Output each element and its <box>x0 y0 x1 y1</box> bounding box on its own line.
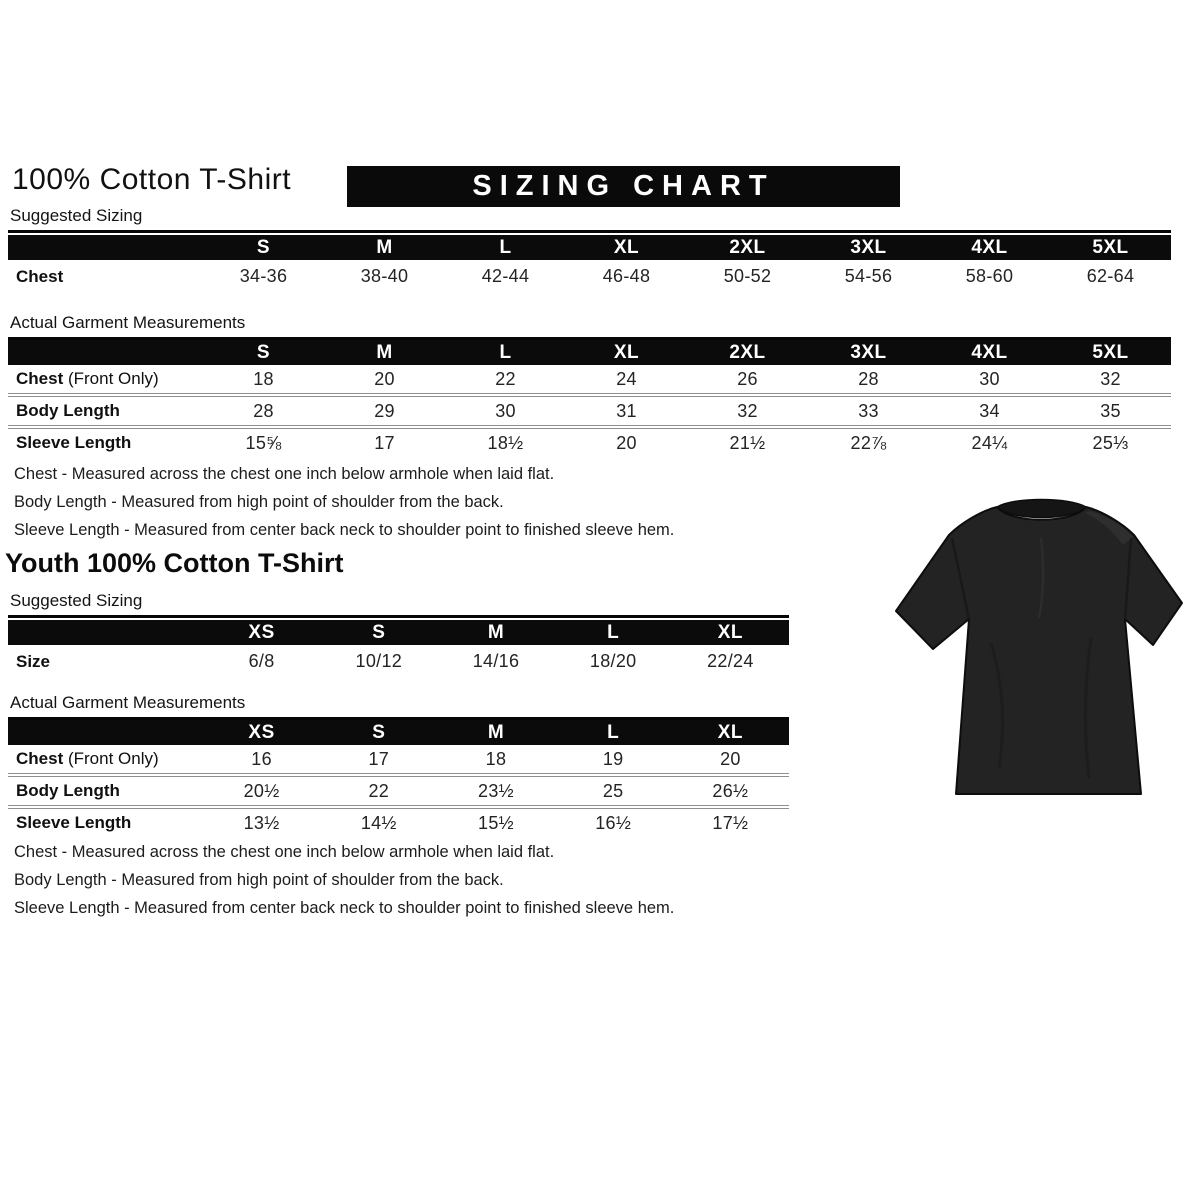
size-column-header: S <box>256 341 271 363</box>
measurement-value-cell: 25⅓ <box>1092 432 1129 453</box>
row-label: Sleeve Length <box>16 433 132 452</box>
table-row <box>8 645 789 678</box>
section-divider <box>8 615 789 618</box>
youth-actual-table <box>8 720 789 837</box>
measurement-value-cell: 17 <box>368 748 390 769</box>
measurement-value-cell: 24 <box>616 368 637 389</box>
measurement-value-cell: 34-36 <box>239 266 288 286</box>
measurement-value-cell: 22 <box>368 780 390 801</box>
size-column-header: XS <box>248 721 275 743</box>
measurement-value-cell: 24¼ <box>971 432 1008 453</box>
table-row <box>8 393 1171 425</box>
measurement-value-cell: 22⅞ <box>850 432 887 453</box>
measurement-value-cell: 15½ <box>478 812 514 833</box>
row-label: Sleeve Length <box>16 813 132 832</box>
adult-suggested-section <box>8 206 1171 293</box>
note-body-length: Body Length - Measured from high point of shoulder from the back. <box>14 493 504 511</box>
measurement-value-cell: 20 <box>374 368 395 389</box>
measurement-value-cell: 18 <box>485 748 507 769</box>
youth-actual-section <box>8 693 789 837</box>
measurement-value-cell: 38-40 <box>360 266 409 286</box>
tshirt-illustration <box>893 492 1185 800</box>
measurement-value-cell: 32 <box>737 400 758 421</box>
table-row <box>8 260 1171 293</box>
size-column-header: XL <box>717 721 744 743</box>
adult-actual-section <box>8 313 1171 457</box>
youth-suggested-label: Suggested Sizing <box>10 591 143 610</box>
adult-notes <box>14 465 674 549</box>
size-column-header: M <box>487 721 505 743</box>
sizing-chart-banner <box>347 166 900 207</box>
measurement-value-cell: 10/12 <box>355 651 403 671</box>
size-column-header: S <box>372 621 386 643</box>
measurement-value-cell: 14/16 <box>472 651 520 671</box>
measurement-value-cell: 13½ <box>243 812 280 833</box>
measurement-value-cell: 6/8 <box>248 651 275 671</box>
size-column-header: XS <box>248 621 275 643</box>
measurement-value-cell: 14½ <box>360 812 397 833</box>
measurement-value-cell: 62-64 <box>1086 266 1135 286</box>
row-label: Chest <box>16 266 64 286</box>
size-column-header: 5XL <box>1092 341 1129 363</box>
table-header-row <box>8 620 789 645</box>
measurement-value-cell: 20 <box>616 432 637 453</box>
measurement-value-cell: 20½ <box>243 780 280 801</box>
size-column-header: M <box>376 236 393 258</box>
size-column-header: XL <box>613 236 640 258</box>
measurement-value-cell: 30 <box>495 400 516 421</box>
table-row <box>8 425 1171 457</box>
size-column-header: XL <box>717 621 744 643</box>
size-column-header: S <box>256 236 271 258</box>
sizing-chart-banner-label: SIZING CHART <box>472 170 775 202</box>
measurement-value-cell: 31 <box>616 400 637 421</box>
table-row <box>8 805 789 837</box>
size-column-header: 5XL <box>1092 236 1129 258</box>
measurement-value-cell: 22/24 <box>707 651 754 671</box>
size-column-header: 2XL <box>729 341 766 363</box>
table-header-row <box>8 720 789 745</box>
measurement-value-cell: 16½ <box>595 812 632 833</box>
note-sleeve-length: Sleeve Length - Measured from center back neck to shoulder point to finished sleeve hem. <box>14 521 675 539</box>
measurement-value-cell: 17 <box>374 432 395 453</box>
row-label: Size <box>16 651 51 671</box>
size-column-header: S <box>372 721 386 743</box>
measurement-value-cell: 50-52 <box>723 266 772 286</box>
measurement-value-cell: 54-56 <box>844 266 893 286</box>
size-column-header: L <box>607 621 620 643</box>
row-label: Chest (Front Only) <box>16 369 159 388</box>
measurement-value-cell: 22 <box>495 368 516 389</box>
note-sleeve-length: Sleeve Length - Measured from center back neck to shoulder point to finished sleeve hem. <box>14 899 675 917</box>
measurement-value-cell: 25 <box>602 780 624 801</box>
note-chest: Chest - Measured across the chest one inch below armhole when laid flat. <box>14 465 555 483</box>
measurement-value-cell: 28 <box>253 400 274 421</box>
row-label: Body Length <box>16 781 120 800</box>
measurement-value-cell: 17½ <box>712 812 749 833</box>
row-label: Body Length <box>16 401 120 420</box>
size-column-header: M <box>376 341 393 363</box>
measurement-value-cell: 26½ <box>712 780 749 801</box>
page-title: 100% Cotton T-Shirt <box>12 163 292 196</box>
note-body-length: Body Length - Measured from high point of shoulder from the back. <box>14 871 504 889</box>
tshirt-body <box>896 507 1182 794</box>
measurement-value-cell: 18/20 <box>589 651 637 671</box>
table-header-row <box>8 340 1171 365</box>
measurement-value-cell: 33 <box>858 400 879 421</box>
table-row <box>8 365 1171 393</box>
measurement-value-cell: 35 <box>1100 400 1121 421</box>
measurement-value-cell: 32 <box>1100 368 1121 389</box>
measurement-value-cell: 42-44 <box>481 266 530 286</box>
measurement-value-cell: 28 <box>858 368 879 389</box>
measurement-value-cell: 58-60 <box>965 266 1014 286</box>
measurement-value-cell: 19 <box>602 748 624 769</box>
size-column-header: 3XL <box>850 236 887 258</box>
youth-section-title: Youth 100% Cotton T-Shirt <box>5 548 344 578</box>
size-column-header: XL <box>613 341 640 363</box>
youth-suggested-section <box>8 591 789 678</box>
note-chest: Chest - Measured across the chest one inch below armhole when laid flat. <box>14 843 555 861</box>
size-column-header: 2XL <box>729 236 766 258</box>
measurement-value-cell: 30 <box>979 368 1000 389</box>
adult-actual-table <box>8 340 1171 457</box>
section-divider <box>8 230 1171 233</box>
size-column-header: 4XL <box>971 341 1008 363</box>
size-column-header: L <box>607 721 620 743</box>
measurement-value-cell: 15⅝ <box>245 432 282 453</box>
measurement-value-cell: 26 <box>737 368 758 389</box>
size-column-header: 3XL <box>850 341 887 363</box>
adult-suggested-table <box>8 235 1171 293</box>
adult-suggested-label: Suggested Sizing <box>10 206 143 225</box>
measurement-value-cell: 46-48 <box>602 266 651 286</box>
measurement-value-cell: 18 <box>253 368 274 389</box>
measurement-value-cell: 18½ <box>487 432 524 453</box>
table-header-row <box>8 235 1171 260</box>
measurement-value-cell: 29 <box>374 400 395 421</box>
adult-actual-label: Actual Garment Measurements <box>10 313 246 332</box>
size-column-header: L <box>499 341 512 363</box>
size-column-header: 4XL <box>971 236 1008 258</box>
table-row <box>8 773 789 805</box>
measurement-value-cell: 20 <box>720 748 741 769</box>
youth-notes <box>14 843 674 927</box>
size-column-header: M <box>487 621 505 643</box>
black-tshirt-photo <box>893 492 1185 800</box>
youth-suggested-table <box>8 620 789 678</box>
measurement-value-cell: 21½ <box>729 432 766 453</box>
size-column-header: L <box>499 236 512 258</box>
table-row <box>8 745 789 773</box>
measurement-value-cell: 34 <box>979 400 1000 421</box>
measurement-value-cell: 23½ <box>478 780 514 801</box>
youth-actual-label: Actual Garment Measurements <box>10 693 246 712</box>
row-label: Chest (Front Only) <box>16 749 159 768</box>
measurement-value-cell: 16 <box>251 748 272 769</box>
